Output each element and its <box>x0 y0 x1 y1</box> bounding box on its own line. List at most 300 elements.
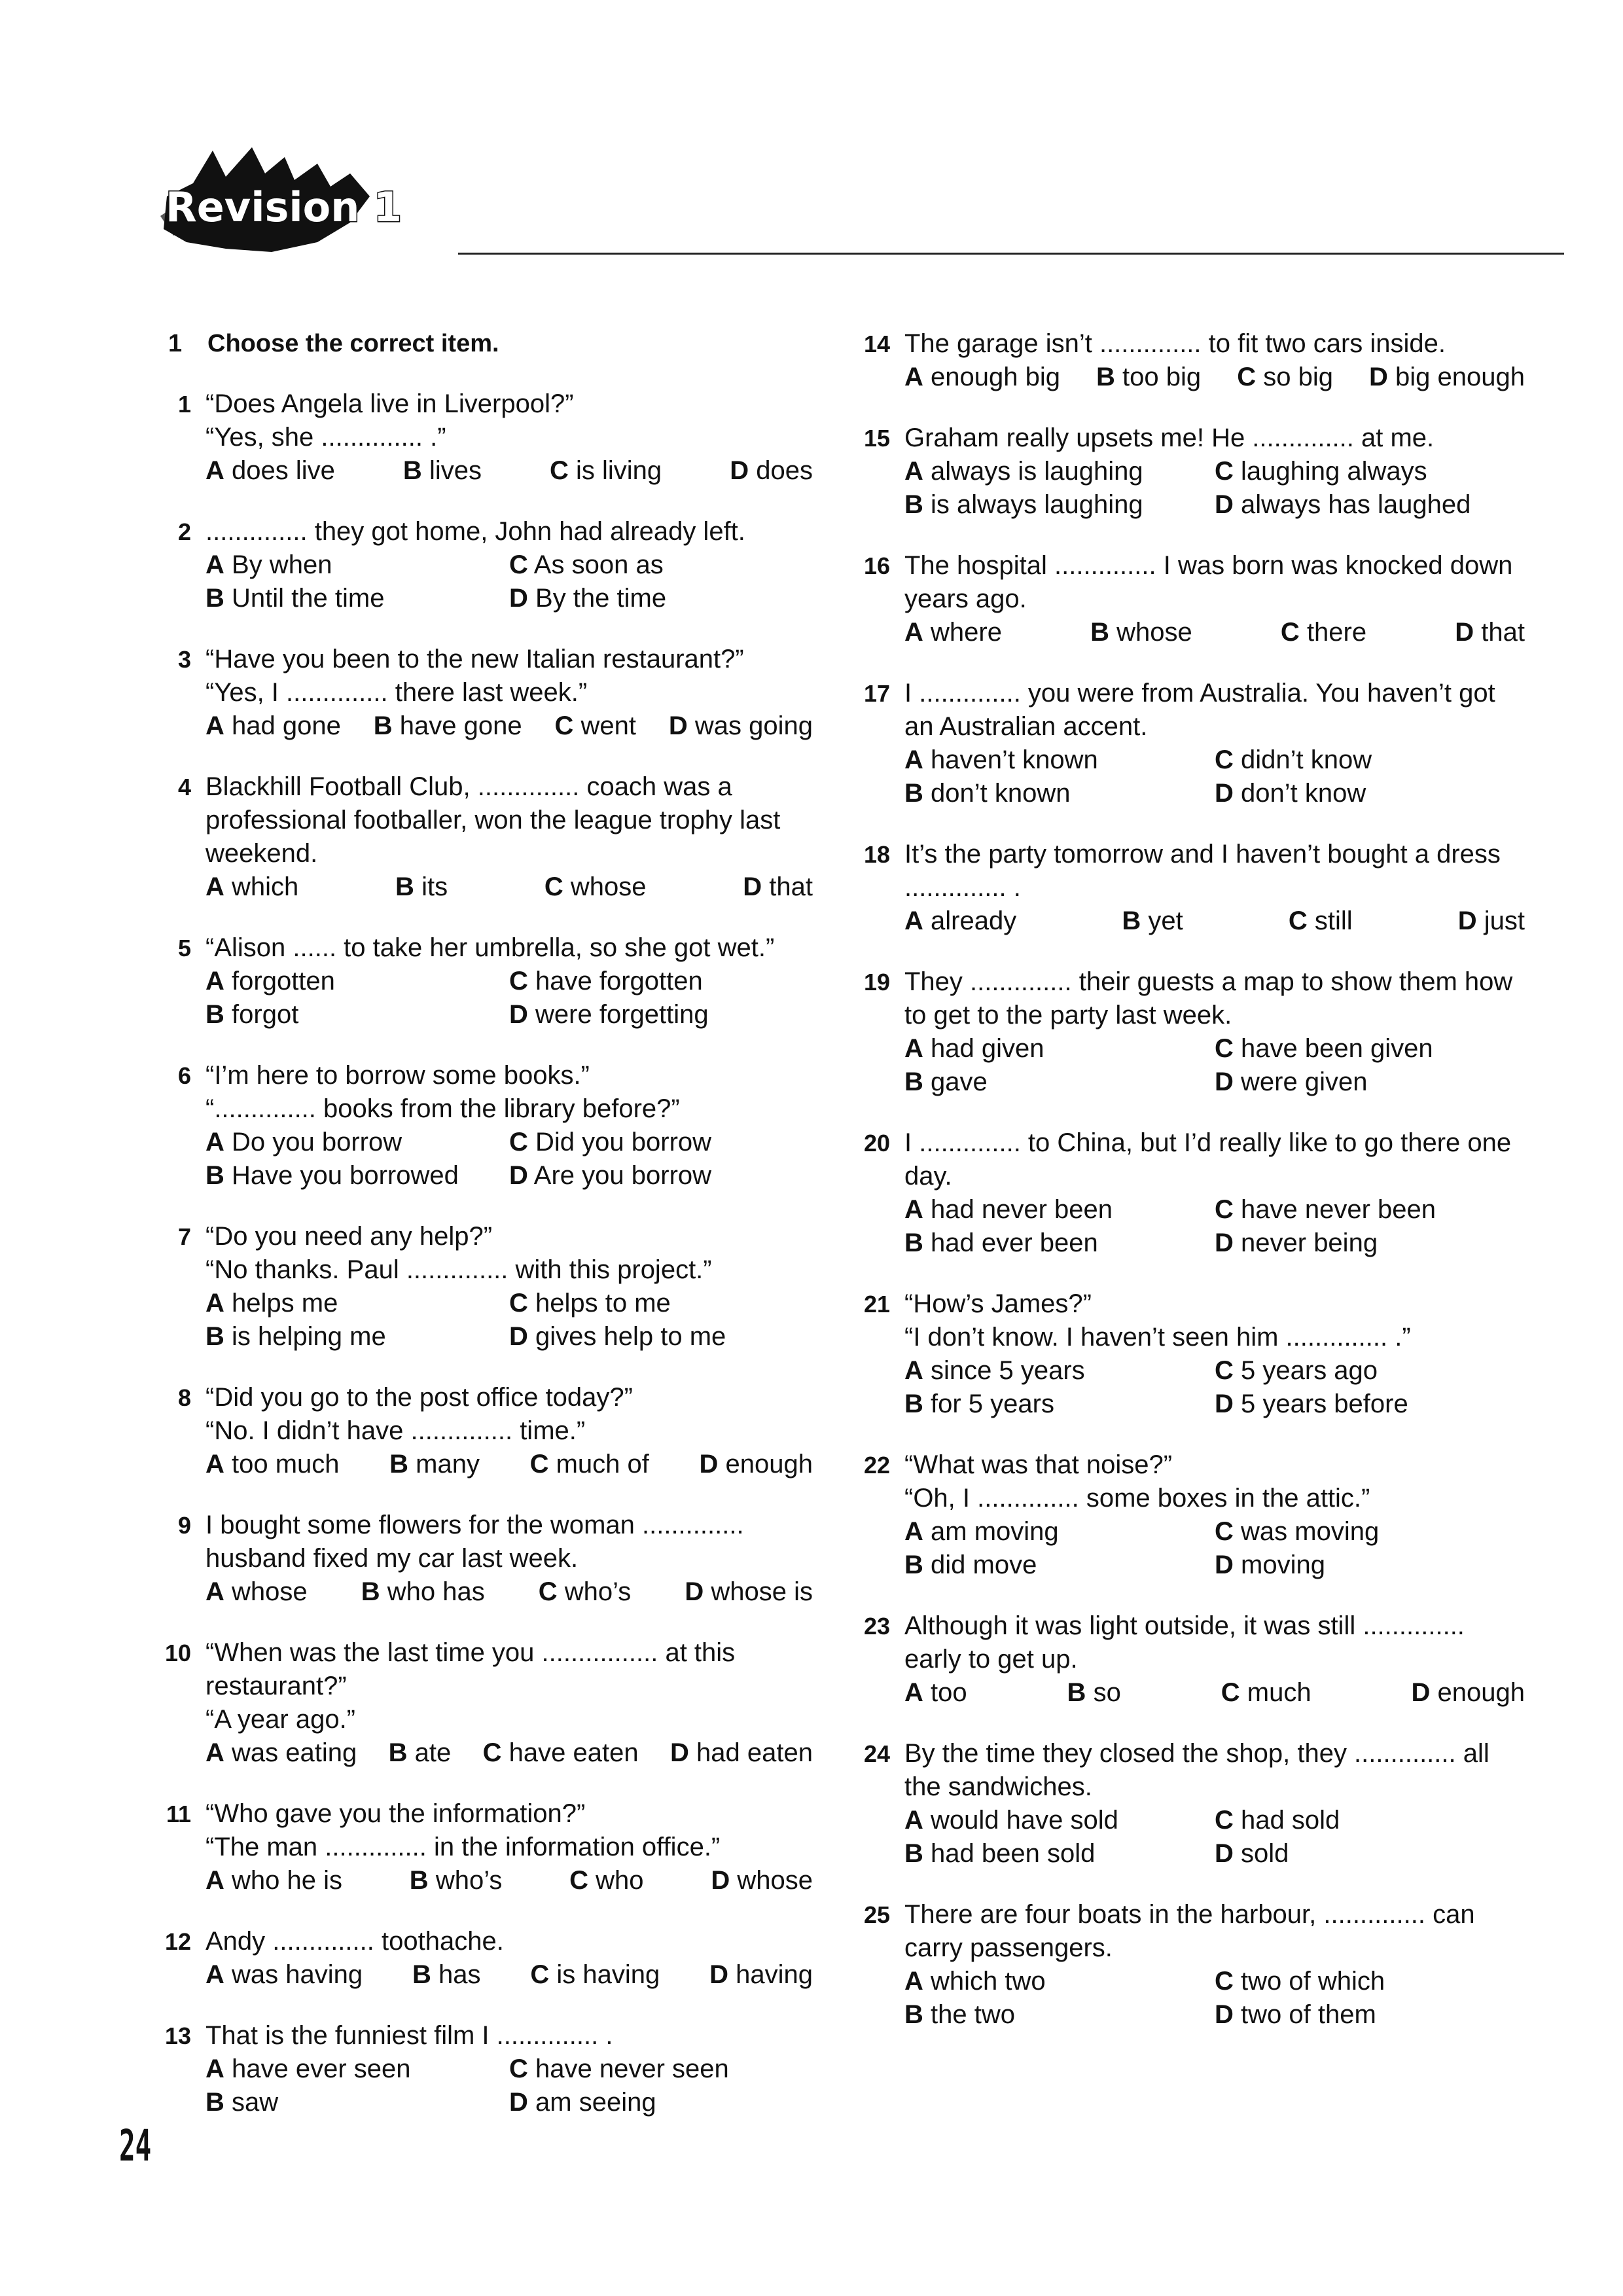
question-14 <box>851 327 1525 394</box>
question-text: The hospital .............. I was born was knocked down years ago. <box>904 551 1513 613</box>
question-number: 24 <box>863 1740 890 1767</box>
answer-options <box>904 744 1525 810</box>
question-number: 20 <box>863 1130 890 1157</box>
option-letter: A <box>904 906 923 935</box>
answer-option[interactable] <box>685 1575 813 1609</box>
option-letter: A <box>205 1128 224 1157</box>
option-text: whose <box>570 872 647 901</box>
answer-option[interactable] <box>530 1448 649 1481</box>
option-text: moving <box>1241 1551 1325 1579</box>
answer-option[interactable] <box>904 1804 1215 1837</box>
option-text: much <box>1247 1678 1311 1707</box>
question-8 <box>152 1381 813 1481</box>
answer-option[interactable] <box>1096 361 1201 394</box>
question-9 <box>152 1509 813 1609</box>
option-text: As soon as <box>533 550 664 579</box>
answer-option[interactable] <box>205 1575 308 1609</box>
option-letter: C <box>530 1960 550 1989</box>
option-text: so big <box>1263 363 1333 391</box>
answer-options <box>904 616 1525 649</box>
option-text: saw <box>232 2088 279 2117</box>
answer-option[interactable] <box>205 2086 509 2119</box>
question-text: “I’m here to borrow some books.” <box>205 1061 590 1090</box>
option-letter: A <box>904 618 923 647</box>
option-letter: C <box>509 1128 528 1157</box>
option-text: is having <box>556 1960 660 1989</box>
question-number: 11 <box>166 1801 191 1827</box>
option-text: its <box>421 872 448 901</box>
option-letter: D <box>1369 363 1388 391</box>
option-text: always is laughing <box>931 457 1143 486</box>
option-text: since 5 years <box>931 1356 1085 1385</box>
option-text: have ever seen <box>232 2054 411 2083</box>
answer-option[interactable] <box>550 454 662 488</box>
option-letter: A <box>205 711 224 740</box>
question-text: “No thanks. Paul .............. with this project.” <box>205 1255 712 1284</box>
question-text: “Alison ...... to take her umbrella, so she got wet.” <box>205 933 775 962</box>
option-text: By when <box>232 550 332 579</box>
option-text: always has laughed <box>1241 490 1471 519</box>
left-column <box>152 327 813 2147</box>
answer-option[interactable] <box>670 1736 813 1770</box>
option-letter: D <box>1457 906 1477 935</box>
answer-option[interactable] <box>205 1864 342 1897</box>
answer-options <box>205 454 813 488</box>
option-letter: A <box>904 1356 923 1385</box>
option-letter: D <box>1215 1229 1234 1257</box>
option-letter: B <box>402 456 422 485</box>
answer-option[interactable] <box>509 1320 813 1354</box>
option-text: have eaten <box>508 1738 639 1767</box>
answer-option[interactable] <box>1215 744 1525 777</box>
answer-option[interactable] <box>904 1515 1215 1549</box>
answer-options <box>205 965 813 1031</box>
answer-option[interactable] <box>205 1159 509 1193</box>
answer-option[interactable] <box>904 488 1215 522</box>
option-letter: B <box>388 1738 408 1767</box>
option-text: the two <box>931 2000 1015 2029</box>
option-text: having <box>736 1960 813 1989</box>
option-letter: C <box>544 872 563 901</box>
option-letter: D <box>1455 618 1474 647</box>
answer-option[interactable] <box>709 1958 813 1992</box>
answer-option[interactable] <box>205 1320 509 1354</box>
answer-option[interactable] <box>904 361 1060 394</box>
question-number: 6 <box>177 1062 191 1089</box>
answer-options <box>904 1515 1525 1582</box>
option-letter: C <box>1288 906 1308 935</box>
answer-option[interactable] <box>1215 455 1525 488</box>
answer-options <box>205 709 813 743</box>
option-letter: C <box>509 550 528 579</box>
option-letter: C <box>509 1289 528 1318</box>
answer-option[interactable] <box>669 709 813 743</box>
question-number: 21 <box>863 1291 890 1318</box>
option-letter: D <box>1215 1390 1234 1418</box>
option-text: too big <box>1122 363 1202 391</box>
page-number: 24 <box>119 2121 152 2171</box>
answer-option[interactable] <box>904 1193 1215 1227</box>
answer-options <box>205 870 813 904</box>
option-letter: D <box>1215 1551 1234 1579</box>
option-letter: C <box>529 1450 549 1479</box>
answer-option[interactable] <box>904 1549 1215 1582</box>
answer-option[interactable] <box>904 1227 1215 1260</box>
answer-option[interactable] <box>205 1736 357 1770</box>
option-text: have gone <box>399 711 522 740</box>
option-letter: D <box>1411 1678 1431 1707</box>
option-text: had gone <box>232 711 341 740</box>
option-text: Did you borrow <box>535 1128 712 1157</box>
option-letter: A <box>904 457 923 486</box>
option-text: would have sold <box>931 1806 1118 1835</box>
option-letter: A <box>205 1866 224 1895</box>
answer-option[interactable] <box>1215 1515 1525 1549</box>
answer-option[interactable] <box>569 1864 643 1897</box>
option-letter: B <box>1122 906 1141 935</box>
answer-options <box>904 905 1525 938</box>
option-text: Have you borrowed <box>232 1161 459 1190</box>
option-text: don’t know <box>1241 779 1366 808</box>
answer-option[interactable] <box>509 1159 813 1193</box>
option-text: which <box>232 872 299 901</box>
answer-option[interactable] <box>509 2086 813 2119</box>
option-letter: B <box>904 1067 923 1096</box>
answer-option[interactable] <box>904 1388 1215 1421</box>
question-12 <box>152 1925 813 1992</box>
option-letter: D <box>730 456 749 485</box>
option-letter: B <box>205 584 224 613</box>
option-text: forgotten <box>232 967 335 996</box>
option-text: two of which <box>1241 1967 1385 1996</box>
answer-options <box>205 1126 813 1193</box>
option-letter: B <box>395 872 414 901</box>
option-text: Until the time <box>232 584 385 613</box>
answer-option[interactable] <box>1455 616 1525 649</box>
answer-option[interactable] <box>1369 361 1525 394</box>
option-text: which two <box>931 1967 1046 1996</box>
header-rule <box>458 253 1564 255</box>
question-text: “.............. books from the library before?” <box>205 1094 680 1123</box>
option-text: is helping me <box>232 1322 386 1351</box>
option-letter: A <box>205 872 224 901</box>
question-number: 7 <box>177 1223 191 1250</box>
answer-option[interactable] <box>1237 361 1333 394</box>
option-text: whose <box>737 1866 813 1895</box>
question-21 <box>851 1287 1525 1421</box>
answer-option[interactable] <box>412 1958 481 1992</box>
question-11 <box>152 1797 813 1897</box>
answer-option[interactable] <box>205 1287 509 1320</box>
answer-options <box>904 455 1525 522</box>
option-letter: B <box>409 1866 429 1895</box>
answer-option[interactable] <box>904 905 1016 938</box>
option-letter: A <box>205 1738 224 1767</box>
answer-option[interactable] <box>1281 616 1366 649</box>
option-text: Do you borrow <box>232 1128 402 1157</box>
option-letter: C <box>509 2054 528 2083</box>
answer-option[interactable] <box>205 1958 363 1992</box>
option-letter: B <box>373 711 393 740</box>
answer-option[interactable] <box>904 455 1215 488</box>
option-letter: A <box>205 1450 224 1479</box>
answer-option[interactable] <box>904 1676 967 1710</box>
question-number: 8 <box>177 1384 191 1411</box>
answer-option[interactable] <box>1215 1804 1525 1837</box>
answer-option[interactable] <box>544 870 647 904</box>
answer-option[interactable] <box>1215 1227 1525 1260</box>
question-text: “Oh, I .............. some boxes in the attic.” <box>904 1484 1370 1513</box>
option-letter: D <box>711 1866 730 1895</box>
question-text: There are four boats in the harbour, .............. can carry passengers. <box>904 1900 1475 1962</box>
option-text: enough <box>725 1450 813 1479</box>
answer-option[interactable] <box>711 1864 813 1897</box>
answer-option[interactable] <box>1215 1193 1525 1227</box>
answer-options <box>205 1958 813 1992</box>
option-letter: B <box>904 1551 923 1579</box>
option-letter: D <box>1215 1839 1234 1868</box>
answer-option[interactable] <box>1215 777 1525 810</box>
answer-option[interactable] <box>1215 1965 1525 1998</box>
answer-option[interactable] <box>389 1736 452 1770</box>
option-letter: D <box>1215 1067 1234 1096</box>
answer-option[interactable] <box>1067 1676 1121 1710</box>
option-text: Are you borrow <box>533 1161 712 1190</box>
option-letter: A <box>205 1960 224 1989</box>
answer-option[interactable] <box>539 1575 632 1609</box>
answer-option[interactable] <box>1090 616 1192 649</box>
option-text: did move <box>931 1551 1037 1579</box>
answer-options <box>904 1804 1525 1871</box>
answer-options <box>904 1032 1525 1099</box>
option-text: that <box>769 872 813 901</box>
answer-option[interactable] <box>509 965 813 998</box>
revision-logo <box>154 137 429 262</box>
option-letter: C <box>538 1577 558 1606</box>
answer-option[interactable] <box>904 1965 1215 1998</box>
answer-options <box>904 1965 1525 2032</box>
option-text: is living <box>576 456 662 485</box>
question-number: 22 <box>863 1452 890 1479</box>
option-text: too <box>931 1678 967 1707</box>
answer-option[interactable] <box>904 616 1002 649</box>
option-letter: C <box>482 1738 502 1767</box>
answer-option[interactable] <box>1221 1676 1311 1710</box>
option-letter: D <box>509 1322 528 1351</box>
question-number: 4 <box>177 774 191 800</box>
option-text: who’s <box>435 1866 503 1895</box>
answer-option[interactable] <box>904 1837 1215 1871</box>
option-letter: D <box>743 872 762 901</box>
option-text: is always laughing <box>931 490 1143 519</box>
question-text: “Have you been to the new Italian restaurant?” <box>205 645 744 673</box>
option-text: big enough <box>1395 363 1525 391</box>
answer-option[interactable] <box>554 709 636 743</box>
option-letter: D <box>509 2088 528 2117</box>
answer-options <box>205 1448 813 1481</box>
answer-option[interactable] <box>509 2053 813 2086</box>
right-column <box>851 327 1525 2059</box>
question-number: 23 <box>863 1613 890 1640</box>
option-letter: B <box>904 2000 923 2029</box>
answer-option[interactable] <box>410 1864 503 1897</box>
answer-option[interactable] <box>1458 905 1525 938</box>
option-text: had eaten <box>696 1738 813 1767</box>
answer-option[interactable] <box>205 709 341 743</box>
option-text: were forgetting <box>535 1000 709 1029</box>
option-text: helps me <box>232 1289 338 1318</box>
answer-options <box>205 1864 813 1897</box>
answer-option[interactable] <box>1215 1388 1525 1421</box>
answer-option[interactable] <box>205 965 509 998</box>
option-text: 5 years before <box>1241 1390 1408 1418</box>
answer-option[interactable] <box>389 1448 480 1481</box>
option-letter: D <box>509 584 528 613</box>
answer-option[interactable] <box>205 2053 509 2086</box>
question-text: I .............. you were from Australia. You haven’t got an Australian accent. <box>904 679 1495 741</box>
option-text: forgot <box>232 1000 299 1029</box>
answer-option[interactable] <box>904 1354 1215 1388</box>
answer-option[interactable] <box>1215 1066 1525 1099</box>
option-letter: B <box>205 2088 224 2117</box>
option-letter: C <box>1215 1967 1234 1996</box>
option-letter: A <box>904 1967 923 1996</box>
answer-option[interactable] <box>205 998 509 1031</box>
option-letter: C <box>1221 1678 1240 1707</box>
question-19 <box>851 965 1525 1099</box>
option-letter: A <box>904 1034 923 1063</box>
question-2 <box>152 515 813 615</box>
option-text: 5 years ago <box>1241 1356 1378 1385</box>
option-letter: A <box>904 1678 923 1707</box>
option-letter: A <box>205 456 224 485</box>
option-letter: B <box>205 1000 224 1029</box>
answer-option[interactable] <box>530 1958 660 1992</box>
option-letter: C <box>1215 1517 1234 1546</box>
answer-option[interactable] <box>904 1066 1215 1099</box>
answer-option[interactable] <box>205 1448 340 1481</box>
option-text: am seeing <box>535 2088 656 2117</box>
option-text: just <box>1484 906 1525 935</box>
answer-option[interactable] <box>509 582 813 615</box>
answer-option[interactable] <box>509 548 813 582</box>
answer-option[interactable] <box>699 1448 813 1481</box>
answer-option[interactable] <box>1215 488 1525 522</box>
answer-option[interactable] <box>205 582 509 615</box>
question-text: They .............. their guests a map to show them how to get to the party last week. <box>904 967 1513 1030</box>
question-4 <box>152 770 813 904</box>
answer-option[interactable] <box>1289 905 1353 938</box>
option-letter: A <box>904 363 923 391</box>
question-number: 2 <box>177 518 191 545</box>
answer-option[interactable] <box>205 1126 509 1159</box>
question-24 <box>851 1737 1525 1871</box>
answer-option[interactable] <box>361 1575 485 1609</box>
option-text: had been sold <box>931 1839 1096 1868</box>
answer-option[interactable] <box>904 1032 1215 1066</box>
option-text: didn’t know <box>1241 745 1372 774</box>
option-letter: A <box>904 1517 923 1546</box>
answer-option[interactable] <box>1215 1837 1525 1871</box>
question-22 <box>851 1448 1525 1582</box>
option-text: many <box>416 1450 480 1479</box>
option-letter: C <box>1215 1195 1234 1224</box>
question-text: I bought some flowers for the woman .............. husband fixed my car last week. <box>205 1511 744 1573</box>
option-text: was going <box>694 711 813 740</box>
option-text: lives <box>429 456 482 485</box>
answer-option[interactable] <box>509 1126 813 1159</box>
answer-option[interactable] <box>374 709 522 743</box>
instruction-text: Choose the correct item. <box>207 330 499 357</box>
option-text: so <box>1093 1678 1121 1707</box>
option-text: was eating <box>232 1738 357 1767</box>
option-text: yet <box>1148 906 1183 935</box>
exercise-number: 1 <box>168 330 183 357</box>
answer-options <box>904 361 1525 394</box>
answer-option[interactable] <box>205 870 298 904</box>
answer-option[interactable] <box>904 744 1215 777</box>
option-text: for 5 years <box>931 1390 1054 1418</box>
answer-options <box>205 2053 813 2119</box>
question-number: 25 <box>863 1901 890 1928</box>
question-23 <box>851 1609 1525 1710</box>
answer-options <box>904 1676 1525 1710</box>
answer-option[interactable] <box>1122 905 1183 938</box>
option-letter: B <box>904 1390 923 1418</box>
option-letter: D <box>670 1738 689 1767</box>
answer-option[interactable] <box>395 870 448 904</box>
answer-option[interactable] <box>483 1736 639 1770</box>
option-letter: C <box>1215 745 1234 774</box>
option-text: enough big <box>931 363 1060 391</box>
option-letter: D <box>1215 779 1234 808</box>
answer-option[interactable] <box>1215 1032 1525 1066</box>
answer-options <box>205 548 813 615</box>
answer-option[interactable] <box>509 998 813 1031</box>
answer-option[interactable] <box>904 777 1215 810</box>
question-text: By the time they closed the shop, they .............. all the sandwiches. <box>904 1739 1489 1801</box>
question-20 <box>851 1126 1525 1260</box>
option-text: have never seen <box>535 2054 729 2083</box>
answer-option[interactable] <box>904 1998 1215 2032</box>
answer-option[interactable] <box>205 548 509 582</box>
option-text: does live <box>232 456 335 485</box>
option-letter: B <box>412 1960 431 1989</box>
answer-option[interactable] <box>509 1287 813 1320</box>
option-letter: C <box>569 1866 589 1895</box>
question-text: “Do you need any help?” <box>205 1222 493 1251</box>
answer-option[interactable] <box>1215 1549 1525 1582</box>
option-letter: D <box>509 1161 528 1190</box>
answer-option[interactable] <box>403 454 482 488</box>
option-letter: B <box>389 1450 409 1479</box>
answer-option[interactable] <box>1215 1998 1525 2032</box>
answer-option[interactable] <box>743 870 813 904</box>
option-text: had ever been <box>931 1229 1098 1257</box>
option-text: never being <box>1241 1229 1378 1257</box>
option-letter: D <box>668 711 688 740</box>
answer-option[interactable] <box>1411 1676 1525 1710</box>
question-text: That is the funniest film I .............. . <box>205 2021 613 2050</box>
option-letter: D <box>709 1960 728 1989</box>
option-letter: B <box>904 490 923 519</box>
answer-option[interactable] <box>1215 1354 1525 1388</box>
question-3 <box>152 643 813 743</box>
logo-text: Revision 1 <box>166 183 402 231</box>
answer-option[interactable] <box>205 454 335 488</box>
option-text: whose <box>1116 618 1192 647</box>
answer-option[interactable] <box>730 454 813 488</box>
